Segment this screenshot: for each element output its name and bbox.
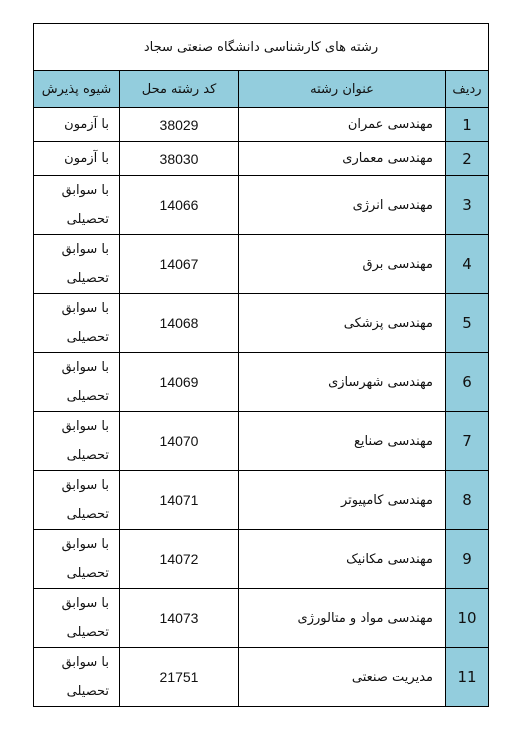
- major-name: مهندسی معماری: [239, 142, 446, 176]
- major-name: مهندسی مواد و متالورژی: [239, 589, 446, 648]
- row-index: 2: [446, 142, 489, 176]
- header-code: کد رشته محل: [120, 71, 239, 108]
- admission-mode: [34, 530, 120, 589]
- admission-mode: [34, 176, 120, 235]
- table-row: [34, 412, 489, 471]
- header-mode: شیوه پذیرش: [34, 71, 120, 108]
- admission-mode-line: با سوابق: [61, 537, 109, 552]
- major-name: مهندسی پزشکی: [239, 294, 446, 353]
- admission-mode-line: تحصیلی: [66, 507, 109, 522]
- table-row: [34, 142, 489, 176]
- admission-mode: [34, 353, 120, 412]
- row-index: 6: [446, 353, 489, 412]
- admission-mode-line: تحصیلی: [66, 271, 109, 286]
- row-index: 1: [446, 108, 489, 142]
- row-index: 11: [446, 648, 489, 707]
- major-name: مهندسی برق: [239, 235, 446, 294]
- major-code: 38029: [120, 108, 239, 142]
- table-row: [34, 648, 489, 707]
- major-code: 14067: [120, 235, 239, 294]
- admission-mode-line: با سوابق: [61, 301, 109, 316]
- table-row: [34, 294, 489, 353]
- major-code: 14071: [120, 471, 239, 530]
- admission-mode: [34, 294, 120, 353]
- major-code: 14069: [120, 353, 239, 412]
- majors-table-container: [33, 23, 488, 707]
- admission-mode-line: تحصیلی: [66, 625, 109, 640]
- admission-mode-line: با سوابق: [61, 183, 109, 198]
- header-index: ردیف: [446, 71, 489, 108]
- table-row: [34, 589, 489, 648]
- major-name: مدیریت صنعتی: [239, 648, 446, 707]
- table-row: [34, 108, 489, 142]
- admission-mode-line: تحصیلی: [66, 448, 109, 463]
- row-index: 4: [446, 235, 489, 294]
- major-name: مهندسی انرژی: [239, 176, 446, 235]
- admission-mode-line: با سوابق: [61, 655, 109, 670]
- admission-mode: [34, 589, 120, 648]
- admission-mode-line: تحصیلی: [66, 330, 109, 345]
- admission-mode: [34, 142, 120, 176]
- admission-mode-line: با آزمون: [64, 151, 109, 166]
- major-name: مهندسی کامپیوتر: [239, 471, 446, 530]
- major-code: 21751: [120, 648, 239, 707]
- major-name: مهندسی مکانیک: [239, 530, 446, 589]
- table-row: [34, 530, 489, 589]
- admission-mode: [34, 412, 120, 471]
- admission-mode-line: تحصیلی: [66, 684, 109, 699]
- admission-mode: [34, 108, 120, 142]
- majors-table: [33, 23, 489, 707]
- header-row: [34, 71, 489, 108]
- row-index: 7: [446, 412, 489, 471]
- admission-mode-line: با سوابق: [61, 242, 109, 257]
- table-row: [34, 235, 489, 294]
- major-code: 14068: [120, 294, 239, 353]
- admission-mode-line: با آزمون: [64, 117, 109, 132]
- admission-mode-line: تحصیلی: [66, 212, 109, 227]
- admission-mode-line: تحصیلی: [66, 566, 109, 581]
- admission-mode-line: تحصیلی: [66, 389, 109, 404]
- header-name: عنوان رشته: [239, 71, 446, 108]
- row-index: 10: [446, 589, 489, 648]
- admission-mode: [34, 471, 120, 530]
- admission-mode-line: با سوابق: [61, 360, 109, 375]
- table-row: [34, 471, 489, 530]
- major-name: مهندسی صنایع: [239, 412, 446, 471]
- major-code: 14070: [120, 412, 239, 471]
- admission-mode: [34, 235, 120, 294]
- major-code: 14073: [120, 589, 239, 648]
- admission-mode-line: با سوابق: [61, 596, 109, 611]
- major-code: 14072: [120, 530, 239, 589]
- table-title: رشته های کارشناسی دانشگاه صنعتی سجاد: [34, 24, 489, 71]
- row-index: 3: [446, 176, 489, 235]
- row-index: 5: [446, 294, 489, 353]
- admission-mode: [34, 648, 120, 707]
- major-code: 14066: [120, 176, 239, 235]
- major-name: مهندسی شهرسازی: [239, 353, 446, 412]
- table-row: [34, 353, 489, 412]
- major-code: 38030: [120, 142, 239, 176]
- admission-mode-line: با سوابق: [61, 478, 109, 493]
- major-name: مهندسی عمران: [239, 108, 446, 142]
- row-index: 9: [446, 530, 489, 589]
- row-index: 8: [446, 471, 489, 530]
- table-row: [34, 176, 489, 235]
- admission-mode-line: با سوابق: [61, 419, 109, 434]
